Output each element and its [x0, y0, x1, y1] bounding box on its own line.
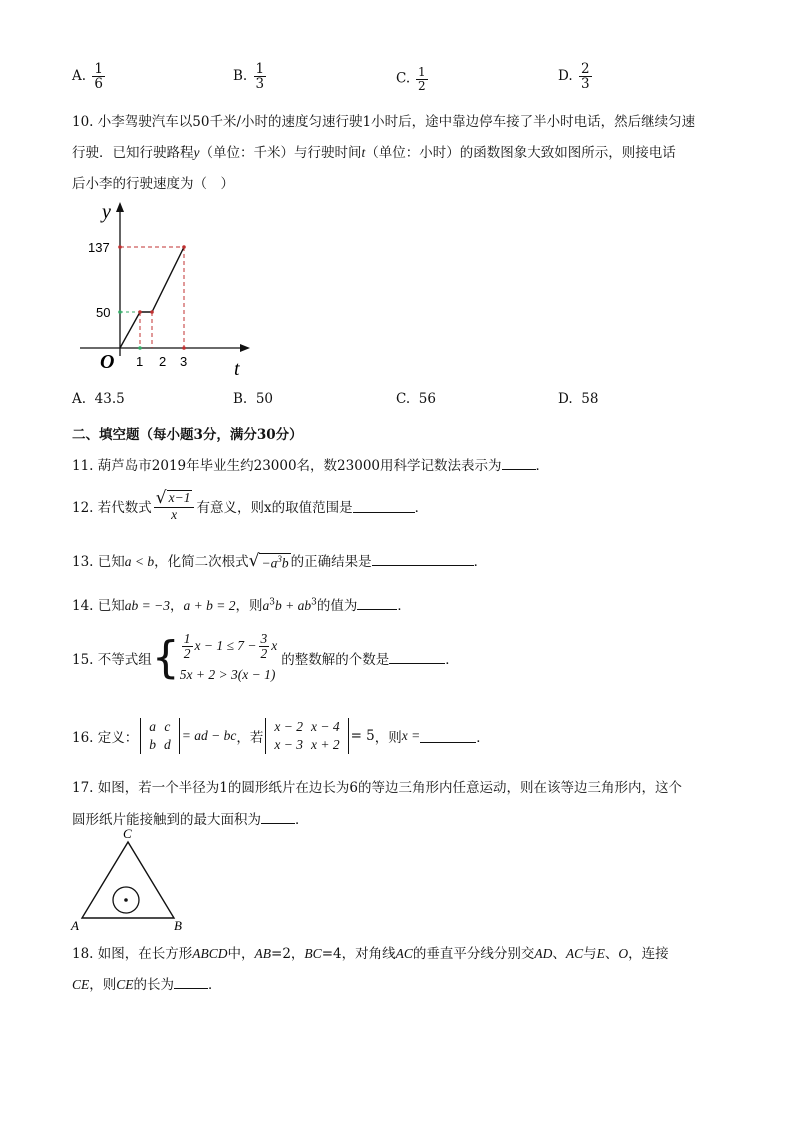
section-title: 二、填空题（每小题3分，满分30分） — [72, 427, 303, 443]
denominator: 3 — [255, 76, 265, 93]
text: =2， — [271, 946, 305, 962]
fraction — [579, 62, 592, 91]
text: ． — [476, 730, 490, 747]
text: 16. 定义： — [72, 730, 139, 747]
cell: x − 4 — [310, 719, 340, 734]
expr: b + ab — [274, 598, 312, 613]
condition: a < b — [124, 554, 155, 569]
expr: x = — [401, 728, 421, 744]
var-y: y — [193, 145, 200, 160]
radicand: x−1 — [168, 490, 191, 505]
text: ． — [473, 554, 488, 570]
q9-option-d — [558, 62, 594, 91]
option-label: B. — [233, 391, 248, 407]
inequality-system — [180, 632, 278, 683]
answer-blank[interactable] — [261, 811, 295, 824]
text: 行驶．已知行驶路程 — [72, 145, 194, 161]
sqrt-icon: √ — [155, 488, 167, 508]
fraction — [254, 62, 267, 91]
segment: CE — [72, 977, 90, 992]
text: （单位：千米）与行驶时间 — [199, 145, 362, 161]
option-label: D. — [558, 68, 573, 85]
denominator: 2 — [417, 78, 426, 93]
numerator: 3 — [260, 631, 268, 646]
denominator: 6 — [94, 76, 103, 93]
text: 14. 已知 — [72, 598, 125, 614]
text: ，若 — [236, 730, 264, 747]
q9-option-a — [72, 62, 107, 91]
point — [118, 310, 122, 314]
circle-center — [124, 898, 128, 902]
q12 — [72, 490, 428, 522]
text: ，则 — [235, 598, 263, 614]
option-label: D. — [558, 391, 573, 407]
answer-blank[interactable] — [389, 651, 445, 664]
q17-triangle-figure — [68, 826, 188, 934]
text: ，连接 — [628, 946, 669, 962]
text: ． — [208, 977, 222, 993]
point-label: O — [618, 946, 629, 961]
condition: a + b = 2 — [183, 598, 236, 613]
text: 18. 如图，在长方形 — [72, 946, 193, 962]
text: 、 — [552, 946, 566, 962]
segment: AC — [395, 946, 413, 961]
left-brace-icon: { — [151, 631, 180, 683]
point — [150, 310, 154, 314]
point — [138, 310, 142, 314]
cell: d — [164, 737, 171, 753]
q10-line3: 后小李的行驶速度为（ ） — [72, 176, 234, 192]
text: 11. 葫芦岛市2019年毕业生约23000名，数23000用科学记数法表示为 — [72, 458, 502, 474]
q18-line2 — [72, 973, 222, 993]
distance-time-line — [120, 247, 184, 348]
q10-option-b — [233, 391, 273, 407]
text: 15. 不等式组 — [72, 651, 152, 668]
x-tick-2: 2 — [159, 354, 167, 369]
numerator: 1 — [94, 61, 103, 77]
text: ． — [445, 651, 459, 668]
option-value: 58 — [581, 391, 599, 407]
text: ，则 — [89, 977, 117, 993]
q17-line2 — [72, 808, 309, 828]
text: ， — [170, 598, 184, 614]
y-axis-arrow — [116, 202, 124, 212]
text: ． — [535, 458, 550, 474]
exponent: 3 — [269, 597, 275, 608]
vertex-b-label: B — [174, 918, 182, 933]
cell: x − 2 — [274, 719, 303, 734]
x-tick-1: 1 — [136, 354, 144, 369]
text: （单位：小时）的函数图象大致如图所示，则接电话 — [365, 145, 676, 161]
text: 的整数解的个数是 — [281, 651, 390, 668]
text: ，则 — [374, 730, 402, 747]
denominator: 2 — [183, 646, 191, 662]
expr: x — [271, 637, 278, 653]
expr: x − 1 ≤ 7 − — [194, 637, 257, 653]
segment: AC — [565, 946, 584, 961]
text: 、 — [604, 946, 619, 962]
vertex-a-label: A — [71, 918, 79, 933]
point — [118, 245, 122, 249]
q10-line2 — [72, 141, 676, 161]
text: 中， — [227, 946, 255, 962]
y-tick-137: 137 — [88, 240, 110, 255]
option-label: B. — [233, 68, 248, 85]
segment: AB — [254, 946, 272, 961]
answer-blank[interactable] — [174, 976, 208, 989]
option-label: A. — [72, 391, 87, 407]
denominator: 2 — [260, 646, 268, 662]
var-t: t — [361, 145, 366, 160]
segment: AD — [534, 946, 553, 961]
y-axis-label: y — [102, 201, 111, 223]
option-value: 56 — [418, 391, 436, 407]
q13 — [72, 550, 487, 572]
option-value: 50 — [255, 391, 273, 407]
numerator: 1 — [255, 61, 265, 77]
point — [138, 346, 142, 350]
figure-name: ABCD — [192, 946, 228, 961]
text: 有意义，则x的取值范围是 — [196, 500, 353, 517]
point — [182, 346, 186, 350]
expr: = 5 — [350, 728, 375, 745]
fraction — [92, 62, 105, 91]
x-axis-arrow — [240, 344, 250, 352]
radicand: −a — [261, 555, 278, 571]
segment: CE — [116, 977, 134, 992]
fraction — [154, 490, 195, 522]
q10-line1: 10. 小李驾驶汽车以50千米/小时的速度匀速行驶1小时后，途中靠边停车接了半小时电话，然后继续匀速 — [72, 114, 696, 130]
text: 12. 若代数式 — [72, 500, 152, 517]
answer-blank[interactable] — [357, 597, 397, 610]
exponent: 3 — [277, 554, 282, 565]
text: 圆形纸片能接触到的最大面积为 — [72, 812, 261, 828]
equilateral-triangle — [82, 842, 174, 918]
option-label: C. — [396, 70, 411, 87]
fraction — [416, 66, 428, 92]
text: ，化简二次根式 — [154, 554, 249, 570]
q17-line1: 17. 如图，若一个半径为1的圆形纸片在边长为6的等边三角形内任意运动，则在该等边三角形内，这个 — [72, 780, 682, 796]
q14 — [72, 594, 411, 614]
numerator: 1 — [417, 65, 426, 79]
y-tick-50: 50 — [96, 305, 111, 320]
exponent: 3 — [311, 597, 317, 608]
text: 13. 已知 — [72, 554, 125, 570]
q10-option-d — [558, 391, 598, 407]
q11 — [72, 454, 549, 474]
text: ． — [414, 500, 429, 517]
segment: BC — [304, 946, 322, 961]
cell: x − 3 — [274, 737, 303, 753]
x-axis-label: t — [234, 358, 240, 380]
sqrt-icon: √ — [248, 551, 260, 572]
text: 与 — [583, 946, 597, 962]
text: =4，对角线 — [321, 946, 396, 962]
answer-blank[interactable] — [372, 553, 474, 566]
answer-blank[interactable] — [420, 730, 476, 743]
text: 的垂直平分线分别交 — [412, 946, 535, 962]
answer-blank[interactable] — [502, 457, 536, 470]
text: 的值为 — [316, 598, 358, 614]
text: 的正确结果是 — [290, 554, 372, 570]
point-label: E — [596, 946, 605, 961]
cell: b — [149, 737, 157, 753]
q18-line1 — [72, 942, 669, 962]
inequality-2: 5x + 2 > 3(x − 1) — [179, 667, 276, 683]
q10-option-c — [396, 391, 436, 407]
cell: x + 2 — [310, 737, 340, 753]
denominator: 3 — [580, 76, 590, 93]
option-value: 43.5 — [94, 391, 125, 407]
cell: a — [149, 719, 157, 734]
text: ． — [295, 812, 309, 828]
radicand-tail: b — [281, 555, 289, 571]
expr: = ad − bc — [181, 728, 237, 744]
vertex-c-label: C — [123, 826, 132, 841]
determinant-equation — [265, 718, 348, 754]
answer-blank[interactable] — [353, 500, 415, 513]
inequality-1 — [180, 632, 278, 661]
cell: c — [164, 719, 171, 734]
origin-label: O — [100, 351, 115, 373]
denominator: x — [171, 507, 178, 522]
q9-option-b — [233, 62, 268, 91]
condition: ab = −3 — [124, 598, 170, 613]
point — [182, 245, 186, 249]
q16 — [72, 718, 490, 754]
q10-graph — [74, 196, 264, 382]
expr: a — [262, 598, 270, 613]
x-tick-3: 3 — [180, 354, 188, 369]
numerator: 2 — [580, 61, 590, 77]
text: 的长为 — [133, 977, 175, 993]
determinant-definition — [140, 718, 180, 754]
option-label: C. — [396, 391, 411, 407]
option-label: A. — [72, 68, 87, 85]
q9-option-c — [396, 66, 430, 92]
numerator: 1 — [183, 631, 191, 646]
text: ． — [397, 598, 411, 614]
q15 — [72, 632, 459, 683]
q10-option-a — [72, 391, 125, 407]
